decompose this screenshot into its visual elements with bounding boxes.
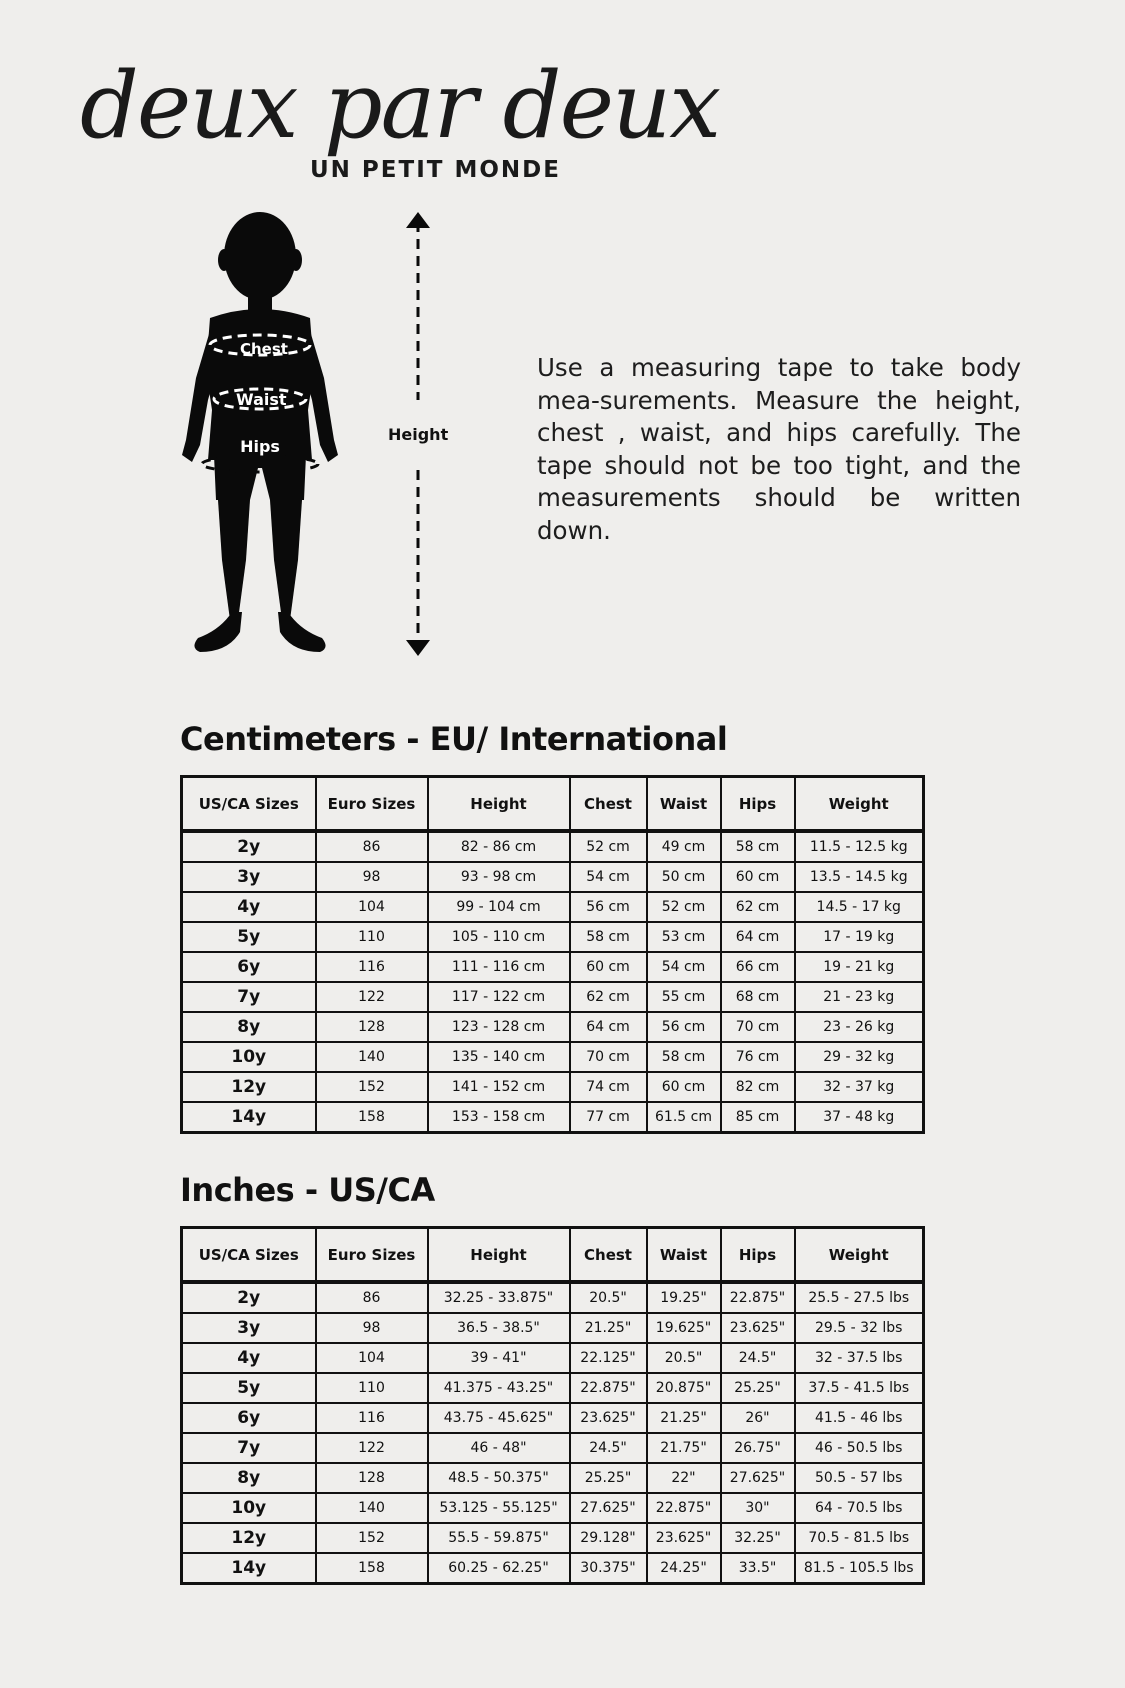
table-row <box>182 1523 924 1553</box>
table-row <box>182 1553 924 1584</box>
cell-waist: 53 cm <box>647 922 721 952</box>
cell-euro: 110 <box>316 922 428 952</box>
table-row <box>182 1403 924 1433</box>
cell-height: 39 - 41" <box>428 1343 570 1373</box>
cell-size: 6y <box>182 1403 316 1433</box>
column-header-size: US/CA Sizes <box>182 777 316 832</box>
cell-chest: 25.25" <box>570 1463 647 1493</box>
cell-chest: 64 cm <box>570 1012 647 1042</box>
hips-label: Hips <box>240 437 280 456</box>
cell-chest: 22.875" <box>570 1373 647 1403</box>
column-header-euro: Euro Sizes <box>316 1228 428 1283</box>
cell-hips: 82 cm <box>721 1072 795 1102</box>
cell-waist: 49 cm <box>647 831 721 862</box>
cell-waist: 54 cm <box>647 952 721 982</box>
cell-height: 153 - 158 cm <box>428 1102 570 1133</box>
cell-hips: 62 cm <box>721 892 795 922</box>
cell-waist: 52 cm <box>647 892 721 922</box>
cell-size: 14y <box>182 1102 316 1133</box>
cell-height: 55.5 - 59.875" <box>428 1523 570 1553</box>
brand-logo-script: deux par deux <box>80 52 720 159</box>
cell-euro: 98 <box>316 862 428 892</box>
cell-euro: 116 <box>316 952 428 982</box>
cell-waist: 21.25" <box>647 1403 721 1433</box>
cell-waist: 19.625" <box>647 1313 721 1343</box>
cell-size: 6y <box>182 952 316 982</box>
cell-chest: 54 cm <box>570 862 647 892</box>
cell-height: 41.375 - 43.25" <box>428 1373 570 1403</box>
cell-euro: 122 <box>316 1433 428 1463</box>
cell-weight: 37.5 - 41.5 lbs <box>795 1373 924 1403</box>
cell-hips: 22.875" <box>721 1282 795 1313</box>
cell-chest: 77 cm <box>570 1102 647 1133</box>
column-header-size: US/CA Sizes <box>182 1228 316 1283</box>
cell-chest: 60 cm <box>570 952 647 982</box>
cell-weight: 37 - 48 kg <box>795 1102 924 1133</box>
cell-size: 12y <box>182 1072 316 1102</box>
cell-weight: 11.5 - 12.5 kg <box>795 831 924 862</box>
cell-height: 48.5 - 50.375" <box>428 1463 570 1493</box>
cell-waist: 19.25" <box>647 1282 721 1313</box>
cell-size: 8y <box>182 1463 316 1493</box>
cell-weight: 25.5 - 27.5 lbs <box>795 1282 924 1313</box>
cell-euro: 110 <box>316 1373 428 1403</box>
cell-chest: 27.625" <box>570 1493 647 1523</box>
column-header-waist: Waist <box>647 1228 721 1283</box>
cell-waist: 50 cm <box>647 862 721 892</box>
cell-height: 105 - 110 cm <box>428 922 570 952</box>
cell-hips: 24.5" <box>721 1343 795 1373</box>
cell-hips: 76 cm <box>721 1042 795 1072</box>
table-row <box>182 1072 924 1102</box>
cell-size: 7y <box>182 1433 316 1463</box>
cell-chest: 20.5" <box>570 1282 647 1313</box>
cell-size: 2y <box>182 1282 316 1313</box>
cell-euro: 104 <box>316 1343 428 1373</box>
inches-title: Inches - US/CA <box>180 1171 435 1209</box>
cell-weight: 17 - 19 kg <box>795 922 924 952</box>
table-row <box>182 1042 924 1072</box>
cell-waist: 21.75" <box>647 1433 721 1463</box>
cell-size: 3y <box>182 1313 316 1343</box>
cell-height: 32.25 - 33.875" <box>428 1282 570 1313</box>
table-row <box>182 1343 924 1373</box>
table-row <box>182 892 924 922</box>
cell-hips: 58 cm <box>721 831 795 862</box>
cell-size: 5y <box>182 922 316 952</box>
cell-weight: 29 - 32 kg <box>795 1042 924 1072</box>
cell-chest: 23.625" <box>570 1403 647 1433</box>
cell-height: 135 - 140 cm <box>428 1042 570 1072</box>
cell-euro: 98 <box>316 1313 428 1343</box>
table-row <box>182 952 924 982</box>
column-header-euro: Euro Sizes <box>316 777 428 832</box>
cell-height: 93 - 98 cm <box>428 862 570 892</box>
column-header-weight: Weight <box>795 1228 924 1283</box>
table-row <box>182 862 924 892</box>
inches-size-table <box>180 1226 925 1585</box>
table-row <box>182 1012 924 1042</box>
centimeters-table-body <box>182 831 924 1133</box>
cell-height: 141 - 152 cm <box>428 1072 570 1102</box>
cell-hips: 32.25" <box>721 1523 795 1553</box>
cell-weight: 23 - 26 kg <box>795 1012 924 1042</box>
cell-hips: 26" <box>721 1403 795 1433</box>
cell-hips: 60 cm <box>721 862 795 892</box>
cell-height: 53.125 - 55.125" <box>428 1493 570 1523</box>
column-header-height: Height <box>428 1228 570 1283</box>
cell-euro: 158 <box>316 1102 428 1133</box>
cell-weight: 41.5 - 46 lbs <box>795 1403 924 1433</box>
cell-waist: 23.625" <box>647 1523 721 1553</box>
cell-waist: 22.875" <box>647 1493 721 1523</box>
cell-waist: 20.875" <box>647 1373 721 1403</box>
cell-chest: 52 cm <box>570 831 647 862</box>
cell-euro: 86 <box>316 831 428 862</box>
cell-weight: 46 - 50.5 lbs <box>795 1433 924 1463</box>
cell-height: 111 - 116 cm <box>428 952 570 982</box>
cell-size: 12y <box>182 1523 316 1553</box>
cell-chest: 30.375" <box>570 1553 647 1584</box>
brand-logo <box>80 52 720 190</box>
table-row <box>182 1373 924 1403</box>
table-row <box>182 1282 924 1313</box>
table-row <box>182 922 924 952</box>
cell-waist: 61.5 cm <box>647 1102 721 1133</box>
cell-weight: 32 - 37 kg <box>795 1072 924 1102</box>
cell-euro: 128 <box>316 1012 428 1042</box>
cell-size: 2y <box>182 831 316 862</box>
table-row <box>182 1493 924 1523</box>
cell-euro: 122 <box>316 982 428 1012</box>
column-header-hips: Hips <box>721 1228 795 1283</box>
cell-size: 4y <box>182 892 316 922</box>
column-header-waist: Waist <box>647 777 721 832</box>
table-row <box>182 1102 924 1133</box>
cell-hips: 25.25" <box>721 1373 795 1403</box>
cell-size: 5y <box>182 1373 316 1403</box>
cell-chest: 70 cm <box>570 1042 647 1072</box>
cell-size: 10y <box>182 1493 316 1523</box>
waist-label: Waist <box>236 390 287 409</box>
brand-tagline: UN PETIT MONDE <box>310 157 561 183</box>
column-header-height: Height <box>428 777 570 832</box>
cell-hips: 26.75" <box>721 1433 795 1463</box>
cell-weight: 81.5 - 105.5 lbs <box>795 1553 924 1584</box>
cell-euro: 116 <box>316 1403 428 1433</box>
cell-euro: 140 <box>316 1042 428 1072</box>
inches-table-body <box>182 1282 924 1584</box>
cell-euro: 104 <box>316 892 428 922</box>
cell-height: 43.75 - 45.625" <box>428 1403 570 1433</box>
cell-height: 82 - 86 cm <box>428 831 570 862</box>
table-row <box>182 1463 924 1493</box>
cell-chest: 29.128" <box>570 1523 647 1553</box>
cell-weight: 50.5 - 57 lbs <box>795 1463 924 1493</box>
cell-hips: 85 cm <box>721 1102 795 1133</box>
cell-chest: 21.25" <box>570 1313 647 1343</box>
cell-waist: 20.5" <box>647 1343 721 1373</box>
measurement-figure <box>170 200 470 670</box>
cell-height: 117 - 122 cm <box>428 982 570 1012</box>
cell-hips: 30" <box>721 1493 795 1523</box>
cell-hips: 33.5" <box>721 1553 795 1584</box>
cell-waist: 24.25" <box>647 1553 721 1584</box>
cell-weight: 14.5 - 17 kg <box>795 892 924 922</box>
cell-hips: 64 cm <box>721 922 795 952</box>
cell-weight: 70.5 - 81.5 lbs <box>795 1523 924 1553</box>
table-row <box>182 831 924 862</box>
cell-hips: 23.625" <box>721 1313 795 1343</box>
column-header-weight: Weight <box>795 777 924 832</box>
cell-euro: 128 <box>316 1463 428 1493</box>
cell-hips: 68 cm <box>721 982 795 1012</box>
cell-hips: 70 cm <box>721 1012 795 1042</box>
table-row <box>182 982 924 1012</box>
cell-height: 60.25 - 62.25" <box>428 1553 570 1584</box>
cell-euro: 140 <box>316 1493 428 1523</box>
cell-euro: 158 <box>316 1553 428 1584</box>
cell-waist: 58 cm <box>647 1042 721 1072</box>
column-header-hips: Hips <box>721 777 795 832</box>
column-header-chest: Chest <box>570 1228 647 1283</box>
cell-height: 123 - 128 cm <box>428 1012 570 1042</box>
cell-waist: 22" <box>647 1463 721 1493</box>
cell-height: 36.5 - 38.5" <box>428 1313 570 1343</box>
cell-euro: 152 <box>316 1072 428 1102</box>
cell-waist: 56 cm <box>647 1012 721 1042</box>
table-row <box>182 1433 924 1463</box>
cell-chest: 62 cm <box>570 982 647 1012</box>
cell-height: 99 - 104 cm <box>428 892 570 922</box>
cell-weight: 64 - 70.5 lbs <box>795 1493 924 1523</box>
cell-waist: 55 cm <box>647 982 721 1012</box>
column-header-chest: Chest <box>570 777 647 832</box>
cell-weight: 32 - 37.5 lbs <box>795 1343 924 1373</box>
centimeters-size-table <box>180 775 925 1134</box>
cell-size: 8y <box>182 1012 316 1042</box>
cell-size: 14y <box>182 1553 316 1584</box>
cell-hips: 27.625" <box>721 1463 795 1493</box>
cell-weight: 19 - 21 kg <box>795 952 924 982</box>
cell-hips: 66 cm <box>721 952 795 982</box>
cell-euro: 152 <box>316 1523 428 1553</box>
cell-size: 7y <box>182 982 316 1012</box>
cell-euro: 86 <box>316 1282 428 1313</box>
cell-height: 46 - 48" <box>428 1433 570 1463</box>
table-header-row <box>182 1228 924 1283</box>
cell-size: 3y <box>182 862 316 892</box>
cell-size: 10y <box>182 1042 316 1072</box>
cell-chest: 24.5" <box>570 1433 647 1463</box>
table-row <box>182 1313 924 1343</box>
table-header-row <box>182 777 924 832</box>
measuring-instructions: Use a measuring tape to take body mea-surements. Measure the height, chest , waist, and hips carefully. The tape should not be too tight, and the measurements should be written down. <box>537 353 1021 545</box>
cell-chest: 56 cm <box>570 892 647 922</box>
centimeters-title: Centimeters - EU/ International <box>180 720 728 758</box>
cell-chest: 74 cm <box>570 1072 647 1102</box>
chest-label: Chest <box>240 340 288 358</box>
height-label: Height <box>388 425 449 444</box>
cell-weight: 29.5 - 32 lbs <box>795 1313 924 1343</box>
cell-chest: 22.125" <box>570 1343 647 1373</box>
cell-weight: 21 - 23 kg <box>795 982 924 1012</box>
cell-size: 4y <box>182 1343 316 1373</box>
cell-weight: 13.5 - 14.5 kg <box>795 862 924 892</box>
cell-chest: 58 cm <box>570 922 647 952</box>
cell-waist: 60 cm <box>647 1072 721 1102</box>
